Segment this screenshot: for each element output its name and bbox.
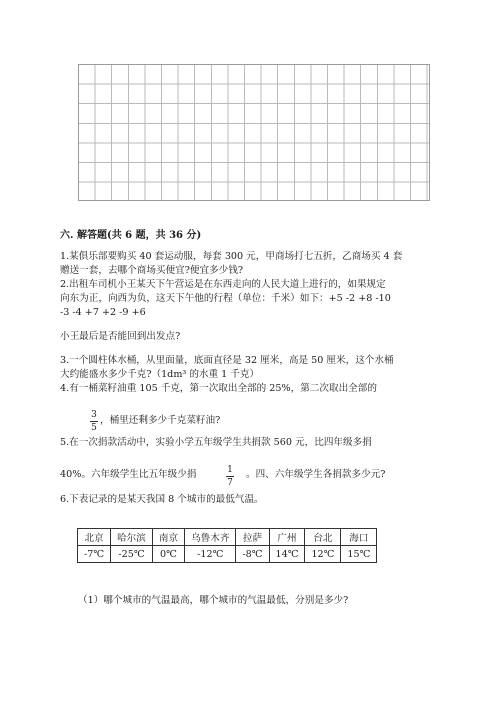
q1-line1: 1.某俱乐部要购买 40 套运动服，每套 300 元，甲商场打七五折，乙商场买 4 套 bbox=[60, 251, 403, 262]
q3-line1: 3.一个圆柱体水桶，从里面量，底面直径是 32 厘米，高是 50 厘米，这个水桶 bbox=[60, 355, 394, 366]
q5-fraction-denominator: 7 bbox=[227, 478, 233, 488]
table-cell: 0℃ bbox=[152, 546, 184, 563]
q6-line1: 6.下表记录的是某天我国 8 个城市的最低气温。 bbox=[60, 494, 264, 505]
fraction-bar bbox=[90, 421, 98, 422]
q5-line2-part1: 40%。六年级学生比五年级少捐 bbox=[60, 469, 197, 480]
table-row-cities bbox=[78, 529, 377, 546]
table-row-temps bbox=[78, 546, 377, 563]
q4-line2: ，桶里还剩多少千克菜籽油? bbox=[100, 415, 221, 426]
table-cell: 12℃ bbox=[305, 546, 341, 563]
q4-fraction-numerator: 3 bbox=[91, 410, 97, 420]
q5-fraction-numerator: 1 bbox=[227, 465, 233, 475]
q5-line2-part2: 。四、六年级学生各捐款多少元? bbox=[246, 469, 386, 480]
q4-fraction-denominator: 5 bbox=[91, 423, 97, 433]
table-cell: 广州 bbox=[269, 529, 305, 546]
table-cell: 15℃ bbox=[341, 546, 377, 563]
q4-fraction bbox=[90, 410, 98, 433]
q5-fraction bbox=[226, 465, 234, 488]
q2-line1: 2.出租车司机小王某天下午营运是在东西走向的人民大道上进行的，如果规定 bbox=[60, 279, 386, 290]
table-cell: 南京 bbox=[152, 529, 184, 546]
table-cell: 北京 bbox=[78, 529, 111, 546]
q2-line3: -3 -4 +7 +2 -9 +6 bbox=[60, 307, 146, 318]
section-heading: 六. 解答题(共 6 题，共 36 分) bbox=[60, 230, 202, 241]
table-cell: 海口 bbox=[341, 529, 377, 546]
table-cell: -8℃ bbox=[236, 546, 269, 563]
table-cell: -12℃ bbox=[185, 546, 236, 563]
table-cell: 拉萨 bbox=[236, 529, 269, 546]
q2-line2: 向东为正，向西为负，这天下午他的行程（单位：千米）如下：+5 -2 +8 -10 bbox=[60, 293, 391, 304]
table-cell: -25℃ bbox=[111, 546, 153, 563]
table-cell: 乌鲁木齐 bbox=[185, 529, 236, 546]
q1-line2: 赠送一套，去哪个商场买便宜?便宜多少钱? bbox=[60, 265, 243, 276]
writing-grid bbox=[78, 64, 430, 201]
q3-line2: 大约能盛水多少千克?（1dm³ 的水重 1 千克） bbox=[60, 369, 260, 380]
q4-line1: 4.有一桶菜籽油重 105 千克，第一次取出全部的 25%，第二次取出全部的 bbox=[60, 383, 377, 394]
q5-line1: 5.在一次捐款活动中，实验小学五年级学生共捐款 560 元，比四年级多捐 bbox=[60, 437, 372, 448]
table-cell: 台北 bbox=[305, 529, 341, 546]
fraction-bar bbox=[226, 476, 234, 477]
table-cell: -7℃ bbox=[78, 546, 111, 563]
q2-line4: 小王最后是否能回到出发点? bbox=[60, 331, 181, 342]
table-cell: 14℃ bbox=[269, 546, 305, 563]
city-temperature-table bbox=[77, 528, 377, 563]
table-cell: 哈尔滨 bbox=[111, 529, 153, 546]
q6-sub1: （1）哪个城市的气温最高，哪个城市的气温最低，分别是多少? bbox=[78, 595, 349, 606]
